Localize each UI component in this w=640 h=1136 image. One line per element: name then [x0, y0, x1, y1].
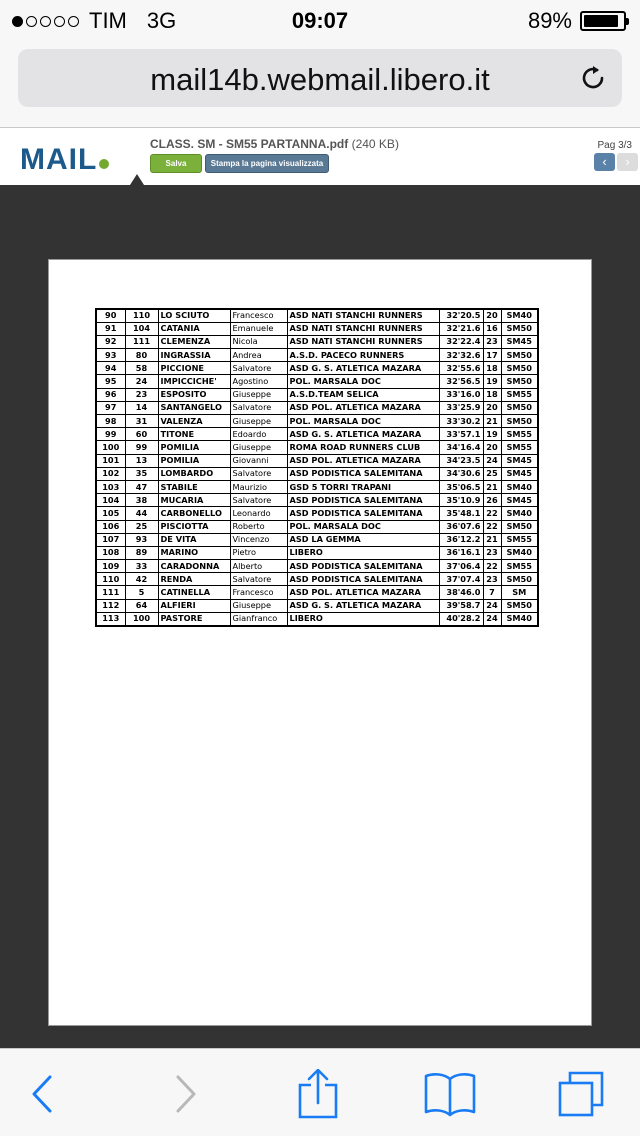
table-row — [96, 322, 538, 335]
category-rank-cell: 7 — [483, 586, 501, 599]
category-cell: SM45 — [501, 467, 538, 480]
position-cell: 99 — [96, 428, 125, 441]
position-cell: 92 — [96, 335, 125, 348]
team-cell: A.S.D.TEAM SELICA — [287, 388, 439, 401]
category-rank-cell: 17 — [483, 349, 501, 362]
category-cell: SM40 — [501, 612, 538, 625]
table-row — [96, 441, 538, 454]
category-cell: SM50 — [501, 599, 538, 612]
category-rank-cell: 20 — [483, 441, 501, 454]
time-cell: 40'28.2 — [439, 612, 483, 625]
team-cell: ASD PODISTICA SALEMITANA — [287, 560, 439, 573]
surname-cell: INGRASSIA — [158, 349, 230, 362]
attachment-title — [150, 137, 399, 151]
position-cell: 95 — [96, 375, 125, 388]
bib-number-cell: 5 — [125, 586, 158, 599]
category-cell: SM55 — [501, 388, 538, 401]
category-cell: SM50 — [501, 322, 538, 335]
time-cell: 33'25.9 — [439, 401, 483, 414]
team-cell: ASD NATI STANCHI RUNNERS — [287, 309, 439, 322]
results-table — [95, 308, 539, 627]
team-cell: LIBERO — [287, 546, 439, 559]
surname-cell: DE VITA — [158, 533, 230, 546]
category-cell: SM — [501, 586, 538, 599]
surname-cell: CARADONNA — [158, 560, 230, 573]
bib-number-cell: 80 — [125, 349, 158, 362]
first-name-cell: Agostino — [230, 375, 287, 388]
position-cell: 113 — [96, 612, 125, 625]
bib-number-cell: 25 — [125, 520, 158, 533]
table-row — [96, 401, 538, 414]
time-cell: 32'22.4 — [439, 335, 483, 348]
team-cell: ASD POL. ATLETICA MAZARA — [287, 586, 439, 599]
position-cell: 104 — [96, 494, 125, 507]
bib-number-cell: 99 — [125, 441, 158, 454]
first-name-cell: Giuseppe — [230, 415, 287, 428]
bib-number-cell: 38 — [125, 494, 158, 507]
category-rank-cell: 25 — [483, 467, 501, 480]
table-row — [96, 573, 538, 586]
position-cell: 100 — [96, 441, 125, 454]
bib-number-cell: 23 — [125, 388, 158, 401]
team-cell: ASD G. S. ATLETICA MAZARA — [287, 599, 439, 612]
first-name-cell: Salvatore — [230, 573, 287, 586]
bib-number-cell: 35 — [125, 467, 158, 480]
time-cell: 35'06.5 — [439, 480, 483, 493]
table-row — [96, 454, 538, 467]
time-cell: 32'20.5 — [439, 309, 483, 322]
table-row — [96, 586, 538, 599]
team-cell: ASD G. S. ATLETICA MAZARA — [287, 362, 439, 375]
mail-attachment-header — [0, 129, 640, 185]
bib-number-cell: 89 — [125, 546, 158, 559]
first-name-cell: Gianfranco — [230, 612, 287, 625]
position-cell: 93 — [96, 349, 125, 362]
surname-cell: STABILE — [158, 480, 230, 493]
surname-cell: POMILIA — [158, 454, 230, 467]
bib-number-cell: 33 — [125, 560, 158, 573]
category-cell: SM50 — [501, 573, 538, 586]
table-row — [96, 415, 538, 428]
surname-cell: LOMBARDO — [158, 467, 230, 480]
team-cell: ASD POL. ATLETICA MAZARA — [287, 401, 439, 414]
surname-cell: MARINO — [158, 546, 230, 559]
time-cell: 36'12.2 — [439, 533, 483, 546]
category-rank-cell: 24 — [483, 454, 501, 467]
next-page-button[interactable]: › — [617, 153, 638, 171]
page-indicator: Pag 3/3 — [597, 140, 632, 151]
table-row — [96, 467, 538, 480]
header-pointer-icon — [130, 174, 144, 185]
save-button[interactable]: Salva — [150, 154, 202, 173]
position-cell: 101 — [96, 454, 125, 467]
first-name-cell: Giuseppe — [230, 599, 287, 612]
surname-cell: ESPOSITO — [158, 388, 230, 401]
bib-number-cell: 13 — [125, 454, 158, 467]
first-name-cell: Maurizio — [230, 480, 287, 493]
position-cell: 107 — [96, 533, 125, 546]
back-icon[interactable] — [16, 1069, 72, 1119]
category-cell: SM55 — [501, 533, 538, 546]
table-row — [96, 560, 538, 573]
clock: 09:07 — [291, 8, 349, 33]
category-rank-cell: 24 — [483, 612, 501, 625]
surname-cell: SANTANGELO — [158, 401, 230, 414]
time-cell: 33'57.1 — [439, 428, 483, 441]
surname-cell: TITONE — [158, 428, 230, 441]
team-cell: ASD PODISTICA SALEMITANA — [287, 507, 439, 520]
position-cell: 109 — [96, 560, 125, 573]
browser-chrome — [0, 40, 640, 128]
first-name-cell: Giuseppe — [230, 388, 287, 401]
category-cell: SM50 — [501, 415, 538, 428]
team-cell: ASD PODISTICA SALEMITANA — [287, 573, 439, 586]
category-rank-cell: 19 — [483, 428, 501, 441]
table-row — [96, 533, 538, 546]
bib-number-cell: 93 — [125, 533, 158, 546]
first-name-cell: Edoardo — [230, 428, 287, 441]
surname-cell: PISCIOTTA — [158, 520, 230, 533]
table-row — [96, 349, 538, 362]
team-cell: LIBERO — [287, 612, 439, 625]
first-name-cell: Vincenzo — [230, 533, 287, 546]
surname-cell: MUCARIA — [158, 494, 230, 507]
position-cell: 105 — [96, 507, 125, 520]
team-cell: POL. MARSALA DOC — [287, 520, 439, 533]
category-cell: SM55 — [501, 560, 538, 573]
bib-number-cell: 44 — [125, 507, 158, 520]
position-cell: 90 — [96, 309, 125, 322]
position-cell: 111 — [96, 586, 125, 599]
table-row — [96, 388, 538, 401]
category-cell: SM45 — [501, 494, 538, 507]
position-cell: 103 — [96, 480, 125, 493]
time-cell: 35'48.1 — [439, 507, 483, 520]
category-cell: SM40 — [501, 546, 538, 559]
table-row — [96, 546, 538, 559]
table-row — [96, 520, 538, 533]
category-rank-cell: 19 — [483, 375, 501, 388]
table-row — [96, 362, 538, 375]
address-bar[interactable] — [18, 49, 622, 107]
category-cell: SM45 — [501, 335, 538, 348]
position-cell: 97 — [96, 401, 125, 414]
status-right — [528, 8, 626, 34]
surname-cell: PICCIONE — [158, 362, 230, 375]
time-cell: 33'16.0 — [439, 388, 483, 401]
category-cell: SM40 — [501, 480, 538, 493]
battery-level — [584, 15, 618, 27]
team-cell: ASD PODISTICA SALEMITANA — [287, 467, 439, 480]
surname-cell: CATINELLA — [158, 586, 230, 599]
time-cell: 32'55.6 — [439, 362, 483, 375]
logo-dot-icon — [99, 159, 109, 169]
surname-cell: RENDA — [158, 573, 230, 586]
attachment-size: (240 KB) — [351, 137, 399, 151]
bib-number-cell: 111 — [125, 335, 158, 348]
browser-toolbar — [0, 1048, 640, 1136]
position-cell: 106 — [96, 520, 125, 533]
category-rank-cell: 23 — [483, 546, 501, 559]
first-name-cell: Alberto — [230, 560, 287, 573]
time-cell: 32'56.5 — [439, 375, 483, 388]
category-rank-cell: 22 — [483, 560, 501, 573]
table-row — [96, 599, 538, 612]
team-cell: ASD POL. ATLETICA MAZARA — [287, 454, 439, 467]
reload-icon[interactable] — [578, 63, 608, 93]
forward-icon[interactable] — [156, 1069, 212, 1119]
first-name-cell: Roberto — [230, 520, 287, 533]
category-cell: SM50 — [501, 362, 538, 375]
bib-number-cell: 60 — [125, 428, 158, 441]
bib-number-cell: 58 — [125, 362, 158, 375]
time-cell: 34'23.5 — [439, 454, 483, 467]
time-cell: 34'16.4 — [439, 441, 483, 454]
network-type: 3G — [146, 8, 177, 33]
team-cell: ASD LA GEMMA — [287, 533, 439, 546]
time-cell: 34'30.6 — [439, 467, 483, 480]
table-row — [96, 494, 538, 507]
bib-number-cell: 47 — [125, 480, 158, 493]
table-row — [96, 612, 538, 625]
first-name-cell: Francesco — [230, 586, 287, 599]
battery-percent: 89% — [527, 8, 572, 33]
category-rank-cell: 22 — [483, 520, 501, 533]
table-row — [96, 507, 538, 520]
time-cell: 35'10.9 — [439, 494, 483, 507]
category-cell: SM55 — [501, 428, 538, 441]
team-cell: POL. MARSALA DOC — [287, 415, 439, 428]
team-cell: ROMA ROAD RUNNERS CLUB — [287, 441, 439, 454]
bookmarks-icon[interactable] — [422, 1069, 478, 1119]
first-name-cell: Giuseppe — [230, 441, 287, 454]
team-cell: ASD NATI STANCHI RUNNERS — [287, 335, 439, 348]
category-rank-cell: 21 — [483, 533, 501, 546]
pdf-page[interactable] — [48, 259, 592, 1026]
bib-number-cell: 104 — [125, 322, 158, 335]
category-rank-cell: 21 — [483, 480, 501, 493]
team-cell: GSD 5 TORRI TRAPANI — [287, 480, 439, 493]
position-cell: 112 — [96, 599, 125, 612]
category-cell: SM40 — [501, 507, 538, 520]
bib-number-cell: 110 — [125, 309, 158, 322]
first-name-cell: Giovanni — [230, 454, 287, 467]
mail-logo[interactable]: MAIL — [20, 143, 109, 177]
time-cell: 37'07.4 — [439, 573, 483, 586]
category-cell: SM45 — [501, 454, 538, 467]
pdf-viewer[interactable] — [0, 185, 640, 1048]
bib-number-cell: 42 — [125, 573, 158, 586]
team-cell: ASD G. S. ATLETICA MAZARA — [287, 428, 439, 441]
first-name-cell: Salvatore — [230, 401, 287, 414]
prev-page-button[interactable]: ‹ — [594, 153, 615, 171]
category-cell: SM50 — [501, 401, 538, 414]
table-row — [96, 375, 538, 388]
category-rank-cell: 16 — [483, 322, 501, 335]
first-name-cell: Emanuele — [230, 322, 287, 335]
team-cell: POL. MARSALA DOC — [287, 375, 439, 388]
position-cell: 98 — [96, 415, 125, 428]
first-name-cell: Salvatore — [230, 467, 287, 480]
category-rank-cell: 21 — [483, 415, 501, 428]
position-cell: 91 — [96, 322, 125, 335]
surname-cell: CARBONELLO — [158, 507, 230, 520]
surname-cell: CATANIA — [158, 322, 230, 335]
first-name-cell: Salvatore — [230, 362, 287, 375]
category-cell: SM40 — [501, 309, 538, 322]
status-bar — [0, 0, 640, 40]
category-cell: SM50 — [501, 375, 538, 388]
bib-number-cell: 31 — [125, 415, 158, 428]
table-row — [96, 309, 538, 322]
print-page-button[interactable]: Stampa la pagina visualizzata — [205, 154, 329, 173]
position-cell: 96 — [96, 388, 125, 401]
time-cell: 32'32.6 — [439, 349, 483, 362]
url-text[interactable]: mail14b.webmail.libero.it — [150, 62, 490, 97]
attachment-filename: CLASS. SM - SM55 PARTANNA.pdf — [150, 137, 349, 151]
carrier-name: TIM — [89, 8, 127, 33]
first-name-cell: Pietro — [230, 546, 287, 559]
surname-cell: POMILIA — [158, 441, 230, 454]
category-cell: SM50 — [501, 349, 538, 362]
bib-number-cell: 24 — [125, 375, 158, 388]
team-cell: ASD NATI STANCHI RUNNERS — [287, 322, 439, 335]
bib-number-cell: 100 — [125, 612, 158, 625]
first-name-cell: Andrea — [230, 349, 287, 362]
category-rank-cell: 23 — [483, 573, 501, 586]
category-rank-cell: 20 — [483, 309, 501, 322]
bib-number-cell: 14 — [125, 401, 158, 414]
category-rank-cell: 24 — [483, 599, 501, 612]
table-row — [96, 428, 538, 441]
time-cell: 32'21.6 — [439, 322, 483, 335]
first-name-cell: Salvatore — [230, 494, 287, 507]
position-cell: 94 — [96, 362, 125, 375]
surname-cell: ALFIERI — [158, 599, 230, 612]
first-name-cell: Nicola — [230, 335, 287, 348]
tabs-icon[interactable] — [556, 1069, 612, 1119]
position-cell: 110 — [96, 573, 125, 586]
time-cell: 36'16.1 — [439, 546, 483, 559]
category-cell: SM55 — [501, 441, 538, 454]
category-rank-cell: 22 — [483, 507, 501, 520]
first-name-cell: Francesco — [230, 309, 287, 322]
time-cell: 39'58.7 — [439, 599, 483, 612]
table-row — [96, 335, 538, 348]
category-rank-cell: 26 — [483, 494, 501, 507]
time-cell: 36'07.6 — [439, 520, 483, 533]
position-cell: 102 — [96, 467, 125, 480]
category-rank-cell: 18 — [483, 388, 501, 401]
team-cell: A.S.D. PACECO RUNNERS — [287, 349, 439, 362]
bib-number-cell: 64 — [125, 599, 158, 612]
surname-cell: VALENZA — [158, 415, 230, 428]
time-cell: 37'06.4 — [439, 560, 483, 573]
surname-cell: PASTORE — [158, 612, 230, 625]
table-row — [96, 480, 538, 493]
category-rank-cell: 20 — [483, 401, 501, 414]
surname-cell: CLEMENZA — [158, 335, 230, 348]
category-rank-cell: 18 — [483, 362, 501, 375]
time-cell: 33'30.2 — [439, 415, 483, 428]
team-cell: ASD PODISTICA SALEMITANA — [287, 494, 439, 507]
first-name-cell: Leonardo — [230, 507, 287, 520]
category-rank-cell: 23 — [483, 335, 501, 348]
time-cell: 38'46.0 — [439, 586, 483, 599]
share-icon[interactable] — [290, 1069, 346, 1119]
category-cell: SM50 — [501, 520, 538, 533]
battery-icon — [580, 11, 626, 31]
surname-cell: LO SCIUTO — [158, 309, 230, 322]
position-cell: 108 — [96, 546, 125, 559]
surname-cell: IMPICCICHE' — [158, 375, 230, 388]
